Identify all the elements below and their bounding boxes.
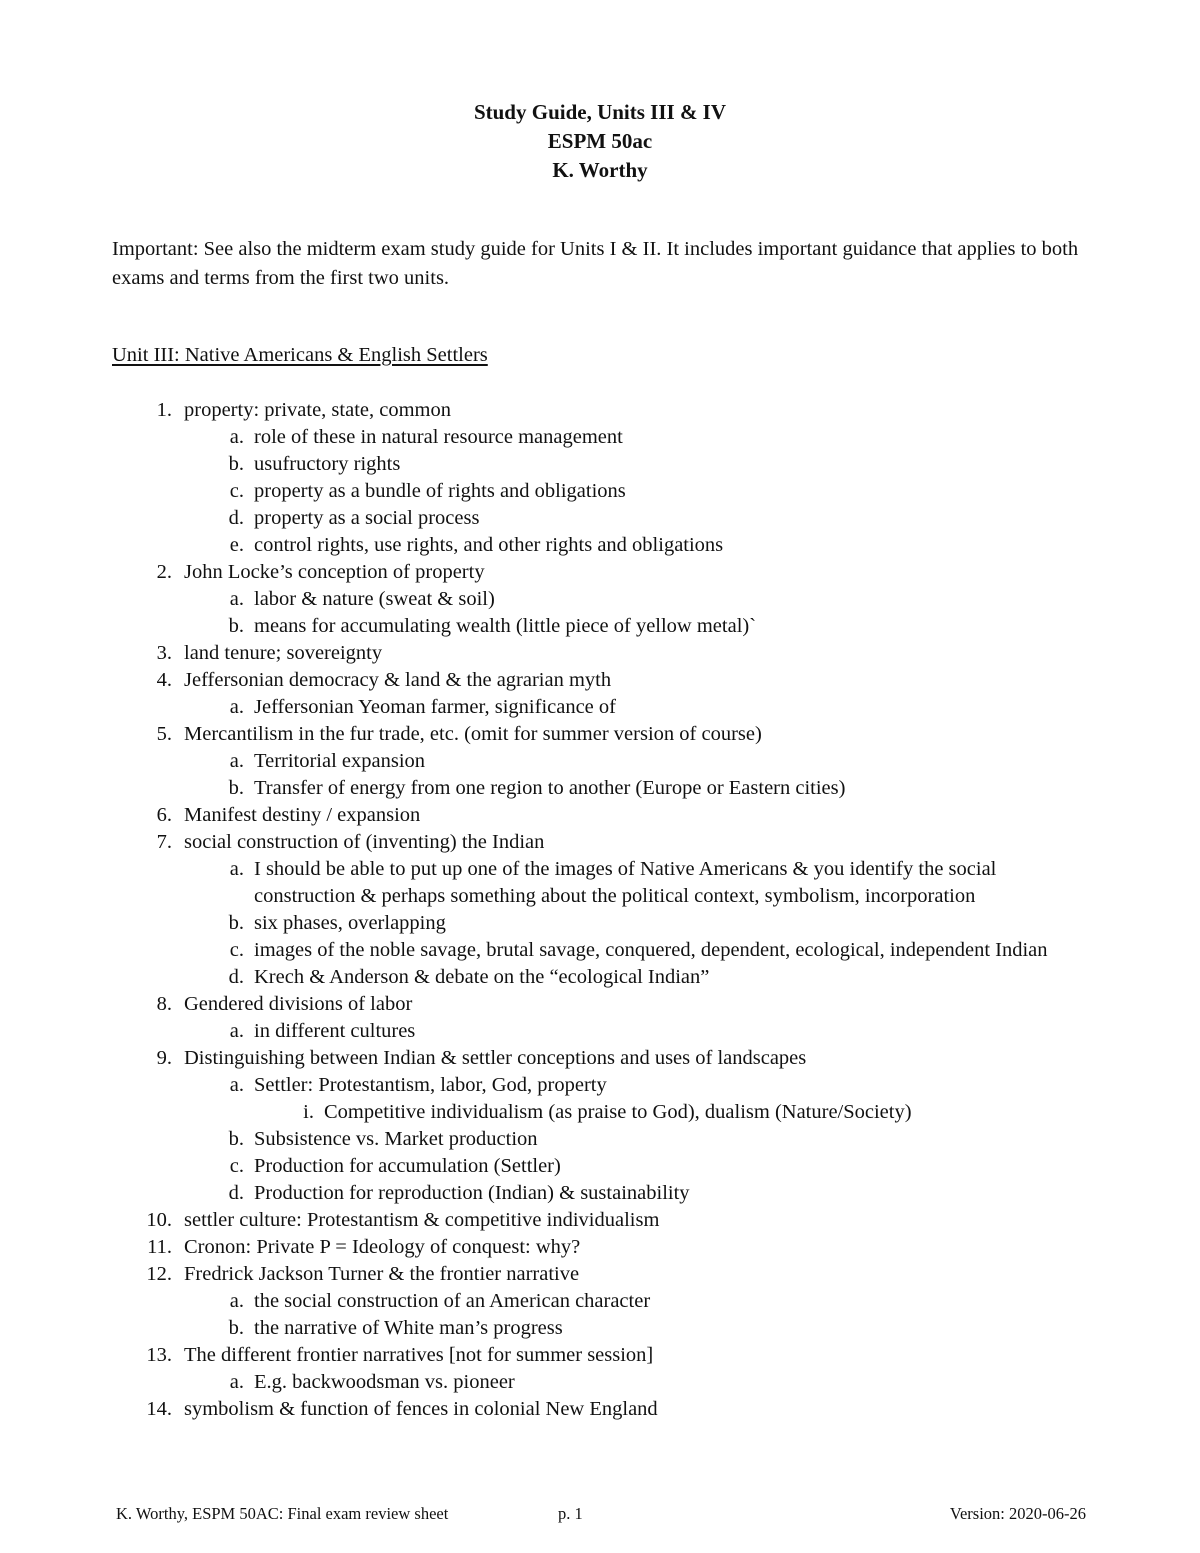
outline-item-text: E.g. backwoodsman vs. pioneer	[254, 1371, 515, 1393]
outline-item-text: the social construction of an American character	[254, 1290, 651, 1312]
outline-item-marker: c.	[229, 939, 244, 961]
outline-item-marker: 11.	[147, 1236, 172, 1258]
outline-item-marker: 3.	[156, 642, 172, 664]
outline-item-text: Territorial expansion	[254, 750, 426, 772]
outline-item-text: Production for accumulation (Settler)	[254, 1155, 561, 1177]
outline-item-text: the narrative of White man’s progress	[254, 1317, 563, 1339]
outline-item-marker: a.	[229, 696, 244, 718]
outline-list	[112, 397, 1112, 1423]
outline-item-marker: b.	[228, 1128, 244, 1150]
footer-title: K. Worthy, ESPM 50AC: Final exam review sheet	[116, 1504, 449, 1523]
outline-item-marker: c.	[229, 480, 244, 502]
outline-item-level-2	[112, 964, 1112, 991]
footer-version: Version: 2020-06-26	[949, 1504, 1086, 1523]
outline-item-marker: 8.	[156, 993, 172, 1015]
outline-item-level-1	[112, 1342, 1112, 1369]
outline-item-marker: a.	[229, 1020, 244, 1042]
outline-item-text: in different cultures	[254, 1020, 416, 1042]
outline-item-text: Cronon: Private P = Ideology of conquest: why?	[184, 1236, 581, 1258]
outline-item-text: John Locke’s conception of property	[184, 561, 485, 583]
outline-item-level-1	[112, 991, 1112, 1018]
outline-item-level-2	[112, 937, 1112, 964]
outline-item-level-2	[112, 1180, 1112, 1207]
outline-item-text: role of these in natural resource management	[254, 426, 623, 448]
outline-item-level-2	[112, 1369, 1112, 1396]
important-note: Important: See also the midterm exam study guide for Units I & II. It includes important guidance that applies to both exams and terms from the first two units.	[112, 238, 1079, 289]
outline-item-text: Manifest destiny / expansion	[184, 804, 421, 826]
document-title	[0, 98, 1200, 185]
outline-item-level-1	[112, 667, 1112, 694]
outline-item-marker: 9.	[156, 1047, 172, 1069]
outline-item-marker: a.	[229, 426, 244, 448]
outline-item-level-2	[112, 1072, 1112, 1099]
outline-item-marker: 13.	[146, 1344, 172, 1366]
outline-item-level-1	[112, 1396, 1112, 1423]
outline-item-level-1	[112, 397, 1112, 424]
outline-item-text: Subsistence vs. Market production	[254, 1128, 538, 1150]
outline-item-level-3	[112, 1099, 1112, 1126]
outline-item-marker: c.	[229, 1155, 244, 1177]
outline-item-text: Gendered divisions of labor	[184, 993, 413, 1015]
outline-item-text: means for accumulating wealth (little piece of yellow metal)`	[254, 615, 757, 637]
outline-item-text: Competitive individualism (as praise to God), dualism (Nature/Society)	[324, 1101, 912, 1123]
outline-item-level-2	[112, 586, 1112, 613]
outline-item-level-2	[112, 505, 1112, 532]
outline-item-marker: 6.	[156, 804, 172, 826]
outline-item-text: The different frontier narratives [not for summer session]	[184, 1344, 654, 1366]
outline-item-marker: 10.	[146, 1209, 172, 1231]
outline-item-marker: 2.	[156, 561, 172, 583]
outline-item-marker: b.	[228, 1317, 244, 1339]
outline-item-level-1	[112, 1234, 1112, 1261]
outline-item-marker: b.	[228, 615, 244, 637]
outline-item-marker: b.	[228, 777, 244, 799]
outline-item-text: Krech & Anderson & debate on the “ecological Indian”	[254, 966, 710, 988]
outline-item-level-2	[112, 1153, 1112, 1180]
title-line-course-guide: Study Guide, Units III & IV	[473, 100, 727, 124]
title-line-author: K. Worthy	[552, 158, 648, 182]
footer-page-number: p. 1	[558, 1504, 583, 1523]
outline-item-text: settler culture: Protestantism & competitive individualism	[184, 1209, 660, 1231]
outline-item-level-1	[112, 640, 1112, 667]
outline-item-text: Distinguishing between Indian & settler conceptions and uses of landscapes	[184, 1047, 807, 1069]
outline-item-level-2	[112, 1018, 1112, 1045]
outline-item-level-1	[112, 1261, 1112, 1288]
outline-item-level-2	[112, 1126, 1112, 1153]
outline-item-level-2	[112, 856, 1112, 910]
outline-item-marker: 1.	[156, 399, 172, 421]
outline-item-marker: 14.	[146, 1398, 172, 1420]
outline-item-text: Fredrick Jackson Turner & the frontier narrative	[184, 1263, 580, 1285]
outline-item-text: control rights, use rights, and other rights and obligations	[254, 534, 724, 556]
outline-item-text: property as a bundle of rights and obligations	[254, 480, 626, 502]
outline-item-text: labor & nature (sweat & soil)	[254, 588, 495, 610]
outline-item-text: Production for reproduction (Indian) & sustainability	[254, 1182, 690, 1204]
outline-item-level-2	[112, 910, 1112, 937]
outline-item-level-2	[112, 451, 1112, 478]
outline-item-level-1	[112, 802, 1112, 829]
outline-item-marker: 5.	[156, 723, 172, 745]
outline-item-marker: d.	[228, 1182, 244, 1204]
outline-item-marker: 12.	[146, 1263, 172, 1285]
outline-item-level-2	[112, 775, 1112, 802]
outline-item-text: land tenure; sovereignty	[184, 642, 383, 664]
outline-item-level-1	[112, 559, 1112, 586]
outline-item-level-2	[112, 613, 1112, 640]
outline-item-level-2	[112, 1315, 1112, 1342]
outline-item-text: property as a social process	[254, 507, 480, 529]
outline-item-text: images of the noble savage, brutal savage, conquered, dependent, ecological, independent Indian	[254, 939, 1048, 961]
outline-item-level-2	[112, 532, 1112, 559]
outline-item-level-1	[112, 829, 1112, 856]
outline-item-level-1	[112, 721, 1112, 748]
outline-item-text: usufructory rights	[254, 453, 401, 475]
outline-item-text: Jeffersonian Yeoman farmer, significance of	[254, 696, 616, 718]
outline-item-text: Settler: Protestantism, labor, God, property	[254, 1074, 607, 1096]
outline-item-text: Mercantilism in the fur trade, etc. (omit for summer version of course)	[184, 723, 762, 745]
outline-item-marker: i.	[303, 1101, 314, 1123]
outline-item-level-2	[112, 694, 1112, 721]
outline-item-level-2	[112, 478, 1112, 505]
outline-item-marker: a.	[229, 1074, 244, 1096]
outline-item-level-2	[112, 1288, 1112, 1315]
outline-item-marker: d.	[228, 507, 244, 529]
outline-item-marker: 7.	[156, 831, 172, 853]
outline-item-level-2	[112, 748, 1112, 775]
outline-item-level-2	[112, 424, 1112, 451]
outline-item-text: I should be able to put up one of the images of Native Americans & you identify the social construction & perhaps something about the political context, symbolism, incorporation	[254, 858, 997, 907]
outline-item-marker: 4.	[156, 669, 172, 691]
section-heading: Unit III: Native Americans & English Settlers	[112, 344, 488, 366]
outline-item-marker: d.	[228, 966, 244, 988]
outline-item-text: symbolism & function of fences in colonial New England	[184, 1398, 658, 1420]
outline-item-marker: a.	[229, 750, 244, 772]
outline-item-marker: b.	[228, 912, 244, 934]
outline-item-text: property: private, state, common	[184, 399, 451, 421]
outline-item-marker: a.	[229, 1290, 244, 1312]
outline-item-text: Jeffersonian democracy & land & the agrarian myth	[184, 669, 612, 691]
outline-item-marker: b.	[228, 453, 244, 475]
outline-item-text: social construction of (inventing) the Indian	[184, 831, 545, 853]
outline-item-marker: a.	[229, 588, 244, 610]
outline-item-marker: e.	[229, 534, 244, 556]
outline-item-marker: a.	[229, 858, 244, 880]
outline-item-text: Transfer of energy from one region to another (Europe or Eastern cities)	[254, 777, 846, 799]
title-line-course-code: ESPM 50ac	[547, 129, 653, 153]
outline-item-level-1	[112, 1045, 1112, 1072]
outline-item-text: six phases, overlapping	[254, 912, 446, 934]
outline-item-marker: a.	[229, 1371, 244, 1393]
outline-item-level-1	[112, 1207, 1112, 1234]
